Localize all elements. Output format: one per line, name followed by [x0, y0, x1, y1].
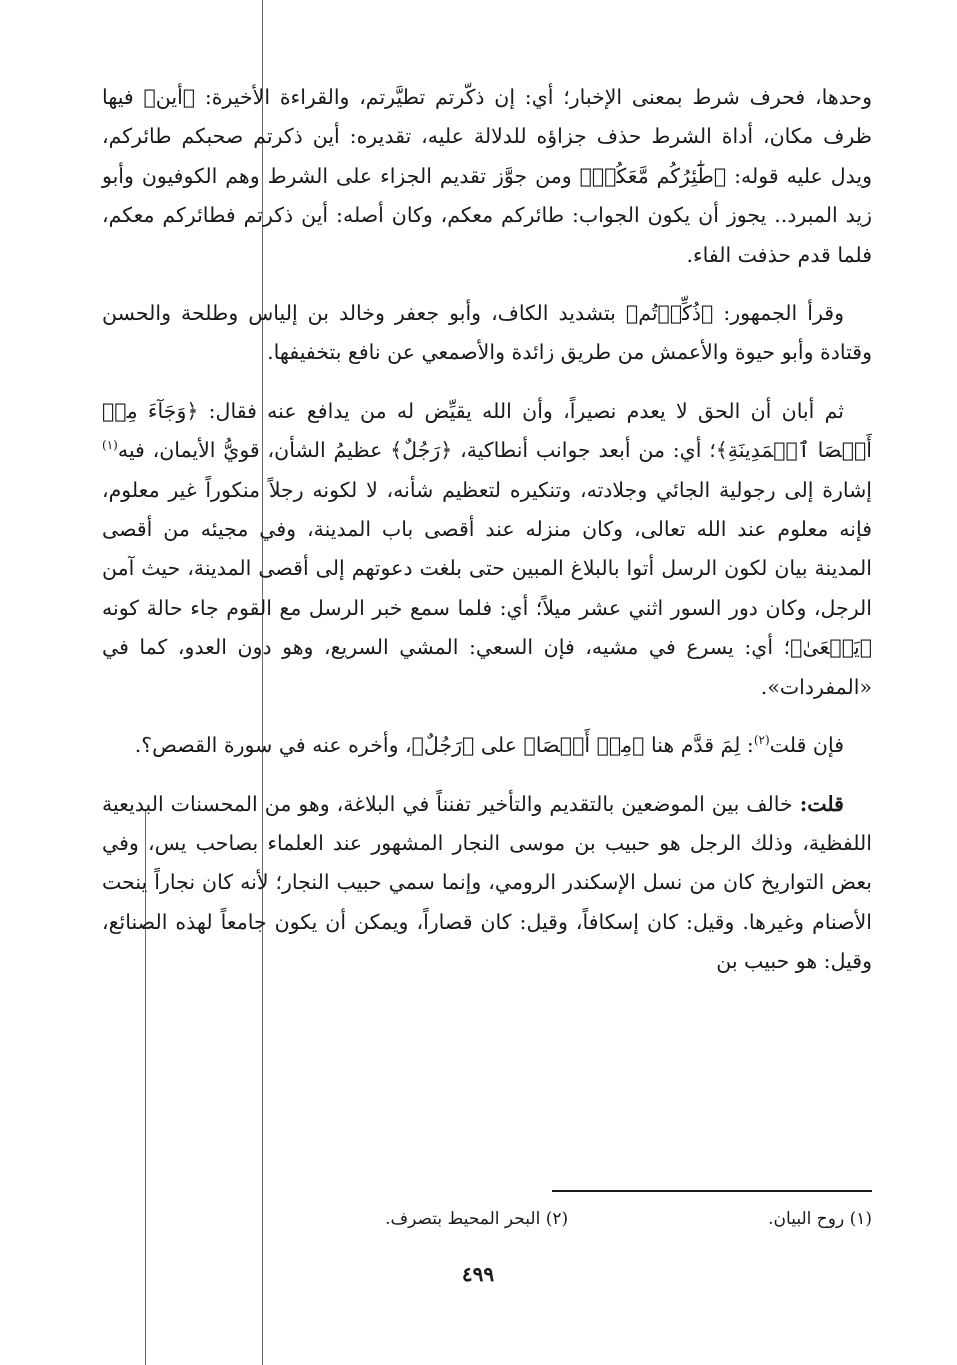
footnote-separator	[552, 1190, 872, 1192]
paragraph-4	[102, 726, 872, 765]
footnote-ref-2: (٢)	[753, 733, 770, 748]
paragraph-1: وحدها، فحرف شرط بمعنى الإخبار؛ أي: إن ذكّرتم تطيَّرتم، والقراءة الأخيرة: ﴿أين﴾ فيها ظرف مكان، أداة الشرط حذف جزاؤه للدلالة عليه، تقديره: أين ذكرتم صحبكم طائركم، ويدل عليه قوله: ﴿طَٰٓئِرُكُم مَّعَكُمۡ﴾ ومن جوَّز تقديم الجزاء على الشرط وهم الكوفيون وأبو زيد المبرد.. يجوز أن يكون الجواب: طائركم معكم، وكان أصله: أين ذكرتم فطائركم معكم، فلما قدم حذفت الفاء.	[102, 85, 872, 267]
paragraph-5	[102, 785, 872, 982]
footnote-ref-1: (١)	[102, 438, 118, 453]
body-text	[102, 78, 872, 1001]
footnote-1: (١) روح البيان.	[768, 1209, 872, 1229]
paragraph-4-text-b: : لِمَ قدَّم هنا ﴿مِنۡ أَقۡصَا﴾ على ﴿رَجُلٌ﴾، وأخره عنه في سورة القصص؟.	[134, 733, 754, 758]
paragraph-2: وقرأ الجمهور: ﴿ذُكِّرۡتُم﴾ بتشديد الكاف، وأبو جعفر وخالد بن إلياس وطلحة والحسن وقتادة وأبو حيوة والأعمش من طريق زائدة والأصمعي عن نافع بتخفيفها.	[102, 301, 872, 365]
footnote-2: (٢) البحر المحيط بتصرف.	[385, 1209, 569, 1229]
paragraph-3	[102, 392, 872, 707]
page-number: ٤٩٩	[461, 1262, 495, 1286]
paragraph-5-text: خالف بين الموضعين بالتقديم والتأخير تفنناً في البلاغة، وهو من المحسنات البديعية اللفظية، وذلك الرجل هو حبيب بن موسى النجار المشهور عند العلماء بصاحب يس، وفي بعض التواريخ كان من نسل الإسكندر الرومي، وإنما سمي حبيب النجار؛ لأنه كان نجاراً ينحت الأصنام وغيرها. وقيل: كان إسكافاً، وقيل: كان قصاراً، ويمكن أن يكون جامعاً لهذه الصنائع، وقيل: هو حبيب بن	[102, 791, 872, 974]
footnotes	[230, 1206, 872, 1232]
paragraph-3-text-b: إشارة إلى رجولية الجائي وجلادته، وتنكيره لتعظيم شأنه، لا لكونه رجلاً منكوراً غير معلوم، فإنه معلوم عند الله تعالى، وكان منزله عند أقصى باب المدينة، وفي مجيئه من أقصى المدينة بيان لكون الرسل أتوا بالبلاغ المبين حتى بلغت دعوتهم إلى أقصى المدينة، حيث آمن الرجل، وكان دور السور اثني عشر ميلاً؛ أي: فلما سمع خبر الرسل مع القوم جاء حالة كونه ﴿يَسۡعَىٰ﴾؛ أي: يسرع في مشيه، فإن السعي: المشي السريع، وهو دون العدو، كما في «المفردات».	[102, 477, 872, 699]
paragraph-3-text-a: ثم أبان أن الحق لا يعدم نصيراً، وأن الله يقيِّض له من يدافع عنه فقال: ﴿وَجَآءَ مِنۡ أَقۡصَا ٱلۡمَدِينَةِ﴾؛ أي: من أبعد جوانب أنطاكية، ﴿رَجُلٌ﴾ عظيمُ الشأن، قويُّ الأيمان، فيه	[102, 398, 872, 463]
paragraph-4-text-a: فإن قلت	[769, 733, 844, 758]
paragraph-5-lead: قلت:	[799, 791, 844, 816]
